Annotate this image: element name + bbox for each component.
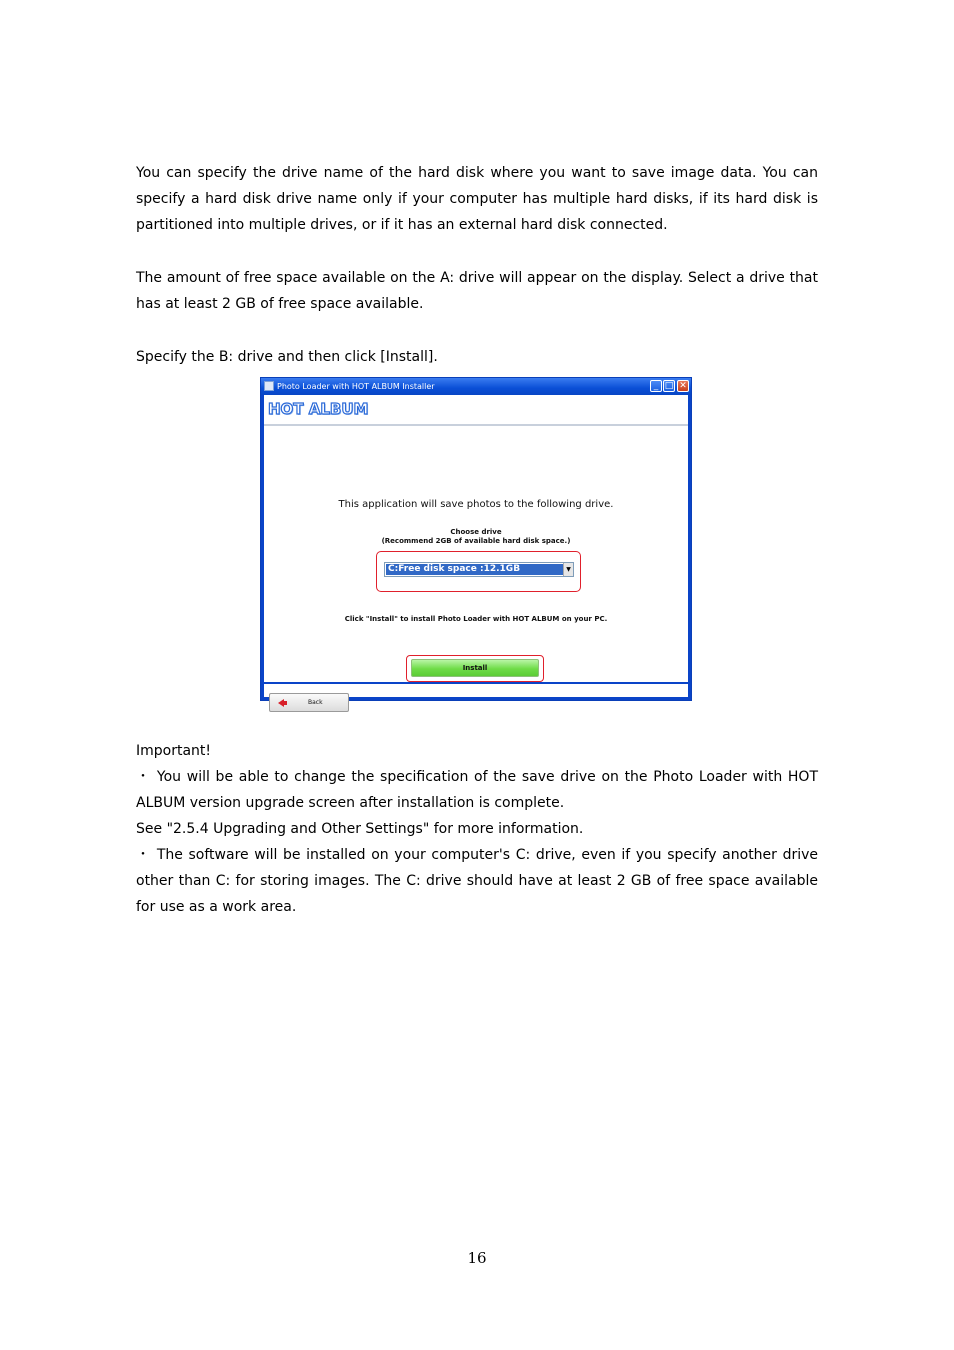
back-arrow-icon-tail	[283, 701, 287, 705]
installer-body	[264, 395, 688, 706]
back-button-label: Back	[308, 699, 323, 706]
important-heading: Important!	[136, 743, 212, 759]
important-note-2: See "2.5.4 Upgrading and Other Settings" for more information.	[136, 821, 584, 837]
install-instruction: Click "Install" to install Photo Loader with HOT ALBUM on your PC.	[344, 615, 608, 623]
drive-select[interactable]	[384, 562, 574, 577]
app-icon	[264, 381, 274, 391]
important-section	[136, 738, 818, 920]
footer-divider	[264, 682, 688, 684]
header-divider	[264, 424, 688, 426]
maximize-button[interactable]: □	[664, 381, 674, 391]
important-note-1: ・ You will be able to change the specification of the save drive on the Photo Loader with HOT ALBUM version upgrade screen after installation is complete.	[136, 769, 818, 811]
back-button[interactable]	[269, 693, 349, 712]
instruction-paragraph: Specify the B: drive and then click [Install].	[136, 349, 438, 365]
window-title: Photo Loader with HOT ALBUM Installer	[277, 382, 435, 391]
important-note-3: ・ The software will be installed on your computer's C: drive, even if you specify another drive other than C: for storing images. The C: drive should have at least 2 GB of free space available for use as a work area.	[136, 847, 818, 915]
choose-drive-title: Choose drive	[450, 528, 502, 536]
chevron-down-icon[interactable]: ▼	[563, 563, 573, 576]
page-number: 16	[467, 1249, 487, 1267]
install-button[interactable]: Install	[411, 659, 539, 677]
minimize-button[interactable]: _	[650, 380, 662, 392]
recommend-note: (Recommend 2GB of available hard disk space.)	[381, 537, 571, 545]
installer-window	[260, 377, 692, 706]
hot-album-logo: HOT ALBUM	[268, 400, 369, 418]
installer-titlebar	[261, 378, 691, 395]
free-space-paragraph: The amount of free space available on the A: drive will appear on the display. Select a drive that has at least 2 GB of free space available.	[136, 270, 818, 312]
choose-drive-label	[264, 528, 688, 546]
intro-paragraph: You can specify the drive name of the hard disk where you want to save image data. You can specify a hard disk drive name only if your computer has multiple hard disks, if its hard disk is partitioned into multiple drives, or if it has an external hard disk connected.	[136, 165, 818, 233]
drive-select-value: C:Free disk space :12.1GB	[386, 564, 563, 575]
save-drive-message: This application will save photos to the following drive.	[338, 499, 614, 510]
close-button[interactable]: ✕	[677, 380, 689, 392]
